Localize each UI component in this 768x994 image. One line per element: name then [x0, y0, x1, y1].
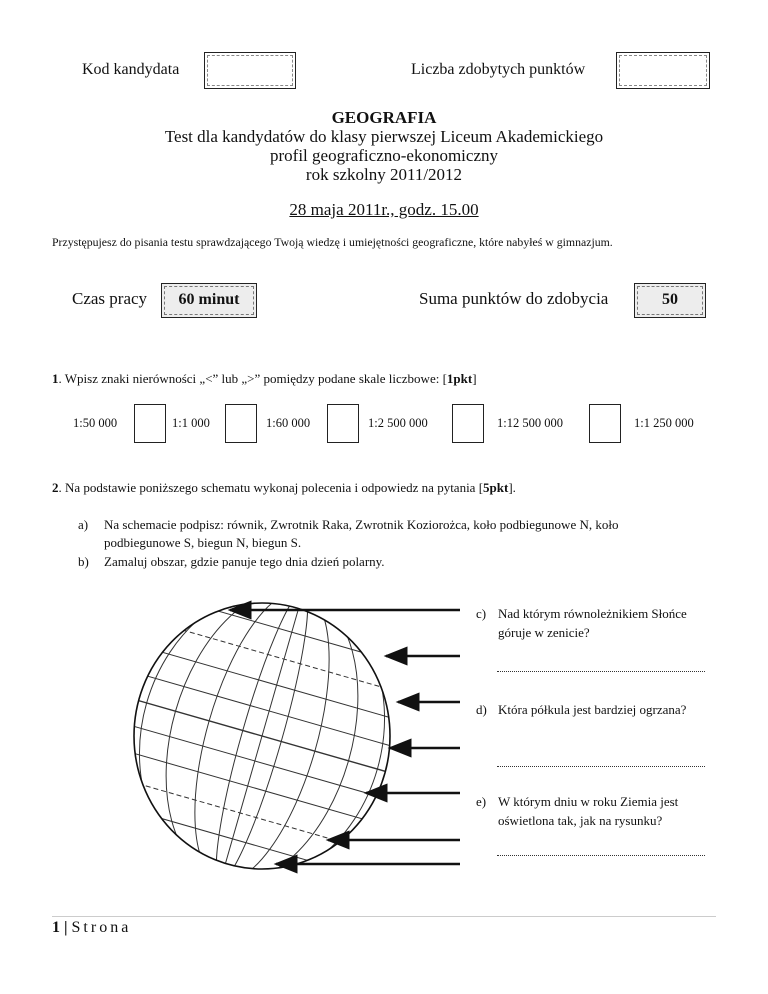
points-field[interactable]	[616, 52, 710, 89]
time-value: 60 minut	[161, 283, 257, 318]
q2-a-label: a)	[78, 517, 89, 532]
q2-subtask-b	[78, 553, 718, 573]
candidate-code-label: Kod kandydata	[82, 61, 180, 78]
q1-close: ]	[472, 371, 477, 386]
q2-close: ].	[508, 480, 516, 495]
scale-2: 1:1 000	[172, 416, 210, 430]
q2-c-text: Nad którym równoleżnikiem Słońce góruje w zenicie?	[498, 606, 687, 640]
sum-label: Suma punktów do zdobycia	[419, 289, 609, 308]
q2-d-label: d)	[476, 702, 487, 717]
q2-b-label: b)	[78, 554, 89, 569]
globe	[80, 588, 467, 888]
sum-value: 50	[634, 283, 706, 318]
footer-divider	[52, 916, 716, 917]
page-number: 1	[52, 919, 60, 936]
q2-e-text: W którym dniu w roku Ziemia jest oświetlona tak, jak na rysunku?	[498, 794, 679, 828]
time-label: Czas pracy	[72, 289, 148, 308]
question-2	[52, 480, 516, 496]
page-footer	[52, 919, 131, 937]
q2-subtask-a	[78, 516, 718, 556]
comparison-box-5[interactable]	[589, 404, 621, 443]
title-block	[0, 108, 768, 184]
title-line-2: profil geograficzno-ekonomiczny	[270, 146, 498, 165]
footer-separator: |	[60, 919, 72, 936]
q2-text: . Na podstawie poniższego schematu wykonaj polecenia i odpowiedz na pytania [	[58, 480, 484, 495]
scale-5: 1:12 500 000	[497, 416, 563, 430]
answer-line-e[interactable]	[497, 854, 705, 856]
q2-a-line-2: podbiegunowe S, biegun N, biegun S.	[104, 535, 302, 550]
comparison-box-3[interactable]	[327, 404, 359, 443]
question-1	[52, 371, 477, 387]
intro-text: Przystępujesz do pisania testu sprawdzającego Twoją wiedzę i umiejętności geograficzne, które nabyłeś w gimnazjum.	[52, 235, 613, 249]
exam-date: 28 maja 2011r., godz. 15.00	[289, 200, 479, 219]
q1-text: . Wpisz znaki nierówności „<” lub „>” pomiędzy podane skale liczbowe: [	[58, 371, 447, 386]
q2-number: 2	[52, 480, 59, 495]
title-line-3: rok szkolny 2011/2012	[305, 165, 463, 184]
q2-subtask-c	[476, 604, 716, 644]
globe-diagram	[80, 588, 470, 888]
candidate-code-field[interactable]	[204, 52, 296, 89]
comparison-box-1[interactable]	[134, 404, 166, 443]
answer-line-c[interactable]	[497, 670, 705, 672]
title-line-1: Test dla kandydatów do klasy pierwszej Liceum Akademickiego	[164, 127, 604, 146]
points-label: Liczba zdobytych punktów	[411, 61, 586, 78]
q2-b-text: Zamaluj obszar, gdzie panuje tego dnia dzień polarny.	[104, 554, 385, 569]
scale-1: 1:50 000	[73, 416, 118, 430]
footer-label: Strona	[71, 919, 132, 936]
q1-points: 1pkt	[446, 371, 473, 386]
q2-c-label: c)	[476, 606, 487, 621]
q2-e-label: e)	[476, 794, 487, 809]
comparison-box-4[interactable]	[452, 404, 484, 443]
q2-d-text: Która półkula jest bardziej ogrzana?	[498, 702, 687, 717]
q2-a-line-1: Na schemacie podpisz: równik, Zwrotnik Raka, Zwrotnik Koziorożca, koło podbiegunowe N, koło	[104, 517, 619, 532]
q2-subtask-e	[476, 792, 716, 832]
subject-title: GEOGRAFIA	[331, 108, 437, 127]
q1-number: 1	[52, 371, 59, 386]
q2-points: 5pkt	[483, 480, 509, 495]
answer-line-d[interactable]	[497, 765, 705, 767]
scale-4: 1:2 500 000	[368, 416, 428, 430]
scale-3: 1:60 000	[266, 416, 311, 430]
comparison-box-2[interactable]	[225, 404, 257, 443]
scale-6: 1:1 250 000	[634, 416, 694, 430]
q2-subtask-d	[476, 700, 716, 740]
